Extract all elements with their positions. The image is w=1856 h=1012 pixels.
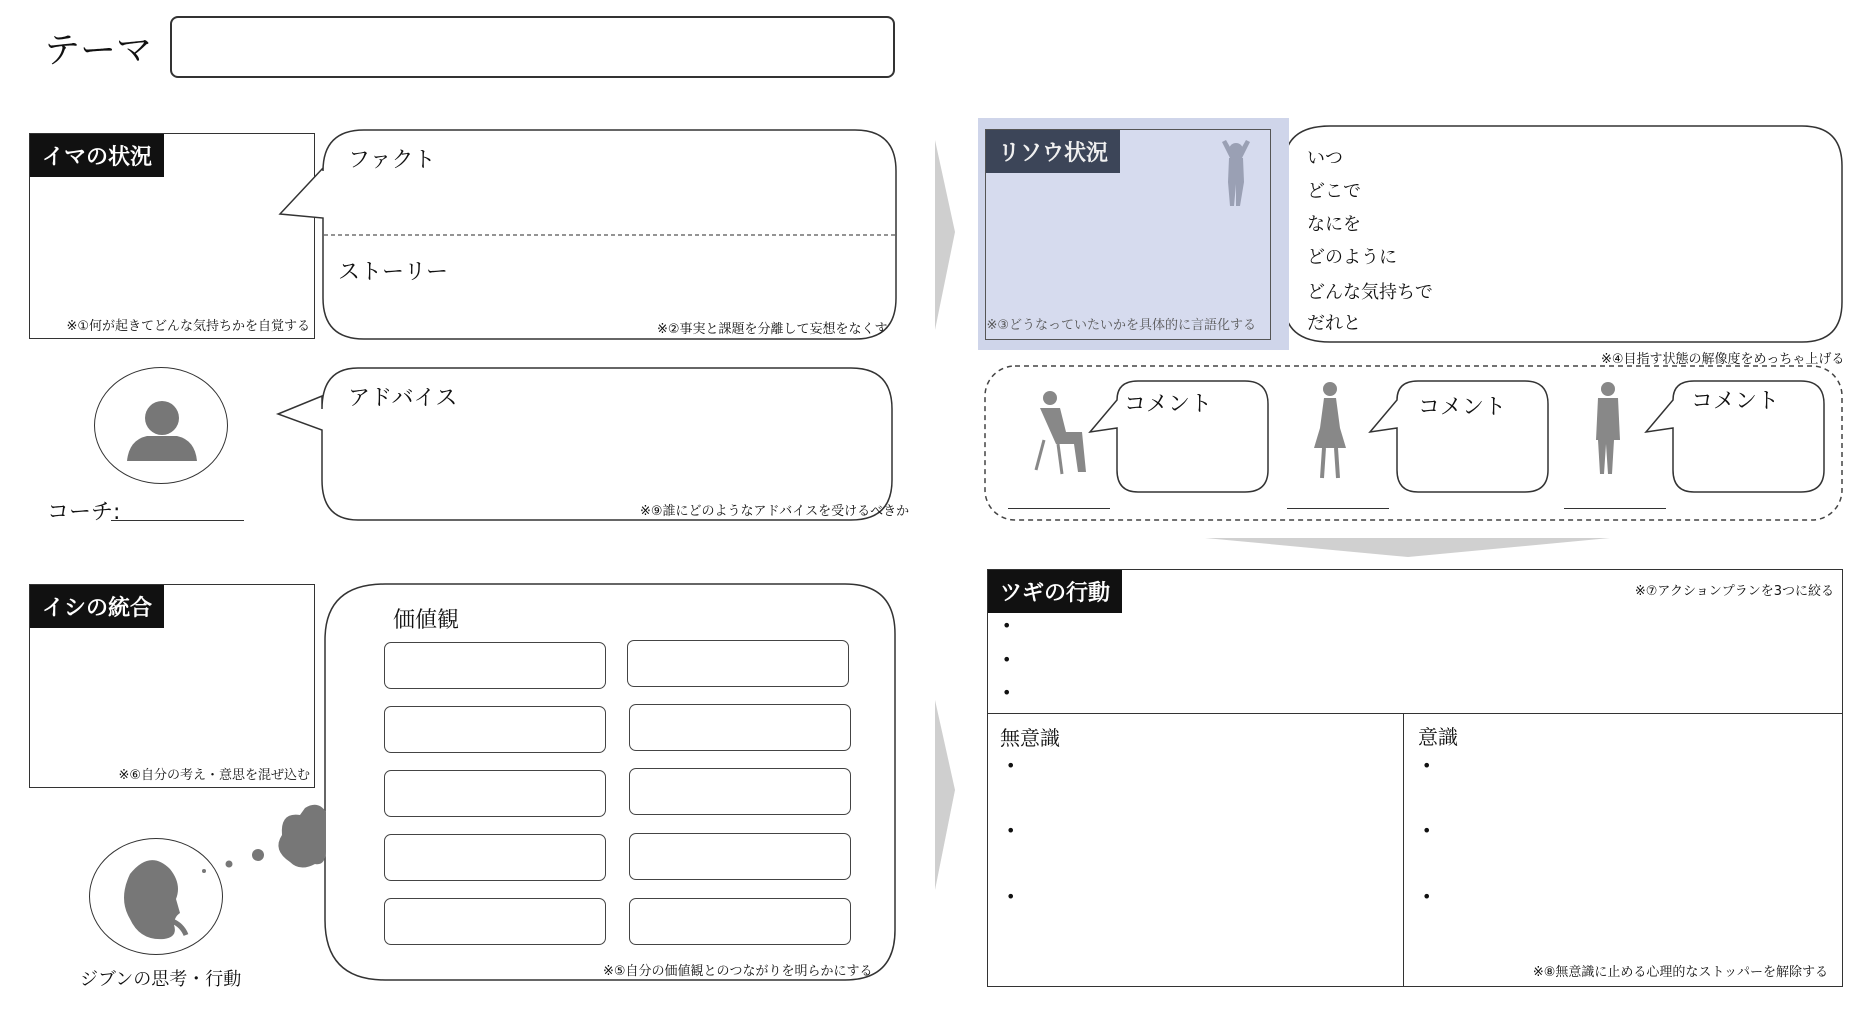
- muishiki-bullet: •: [1006, 887, 1016, 906]
- ishiki-bullet: •: [1422, 756, 1432, 775]
- advice-note: ※⑨誰にどのようなアドバイスを受けるべきか: [640, 504, 910, 519]
- tsugi-note: ※⑦アクションプランを3つに絞る: [1634, 584, 1834, 599]
- risou-item: どんな気持ちで: [1307, 282, 1433, 303]
- tsugi-tag: ツギの行動: [988, 570, 1122, 613]
- comment-label: コメント: [1124, 392, 1213, 417]
- ishiki-label: 意識: [1418, 725, 1458, 749]
- risou-item: いつ: [1307, 148, 1343, 169]
- action-bullet: •: [1002, 683, 1012, 702]
- values-label: 価値観: [393, 608, 460, 633]
- standing-woman-icon: [1314, 382, 1346, 478]
- ishi-tag: イシの統合: [30, 585, 164, 628]
- muishiki-bullet: •: [1006, 756, 1016, 775]
- risou-item: どこで: [1307, 181, 1361, 202]
- tsugi-bottom-note: ※⑧無意識に止める心理的なストッパーを解除する: [1532, 965, 1828, 980]
- risou-item: だれと: [1307, 313, 1361, 334]
- ishiki-bullet: •: [1422, 821, 1432, 840]
- risou-tag: リソウ状況: [986, 130, 1120, 173]
- ima-note: ※①何が起きてどんな気持ちかを自覚する: [66, 319, 310, 334]
- ishiki-bullet: •: [1422, 887, 1432, 906]
- fact-story-note: ※②事実と課題を分離して妄想をなくす: [657, 322, 888, 337]
- action-bullet: •: [1002, 616, 1012, 635]
- muishiki-bullet: •: [1006, 821, 1016, 840]
- tsugi-divider-h: [988, 713, 1842, 714]
- fact-label: ファクト: [348, 148, 436, 173]
- advice-label: アドバイス: [348, 386, 458, 411]
- story-label: ストーリー: [338, 260, 449, 285]
- action-bullet: •: [1002, 650, 1012, 669]
- commenter-name-blank[interactable]: [1564, 508, 1666, 509]
- theme-label: テーマ: [44, 30, 153, 71]
- coach-label: コーチ:: [47, 500, 121, 525]
- risou-note: ※③どうなっていたいかを具体的に言語化する: [986, 318, 1256, 333]
- tsugi-divider-v: [1403, 713, 1404, 987]
- comment-label: コメント: [1418, 395, 1507, 420]
- tsugi-box: [987, 569, 1843, 987]
- commenter-name-blank[interactable]: [1287, 508, 1389, 509]
- risou-item: どのように: [1307, 247, 1397, 268]
- risou-item: なにを: [1307, 214, 1361, 235]
- standing-man-icon: [1596, 382, 1620, 474]
- risou-detail-note: ※④目指す状態の解像度をめっちゃ上げる: [1601, 352, 1845, 367]
- comment-label: コメント: [1691, 389, 1780, 414]
- sitting-person-icon: [1036, 391, 1086, 474]
- ima-tag: イマの状況: [30, 134, 164, 177]
- values-note: ※⑤自分の価値観とのつながりを明らかにする: [603, 964, 873, 979]
- ishi-note: ※⑥自分の考え・意思を混ぜ込む: [118, 768, 310, 783]
- self-label: ジブンの思考・行動: [80, 969, 242, 990]
- muishiki-label: 無意識: [1000, 726, 1060, 750]
- commenter-name-blank[interactable]: [1008, 508, 1110, 509]
